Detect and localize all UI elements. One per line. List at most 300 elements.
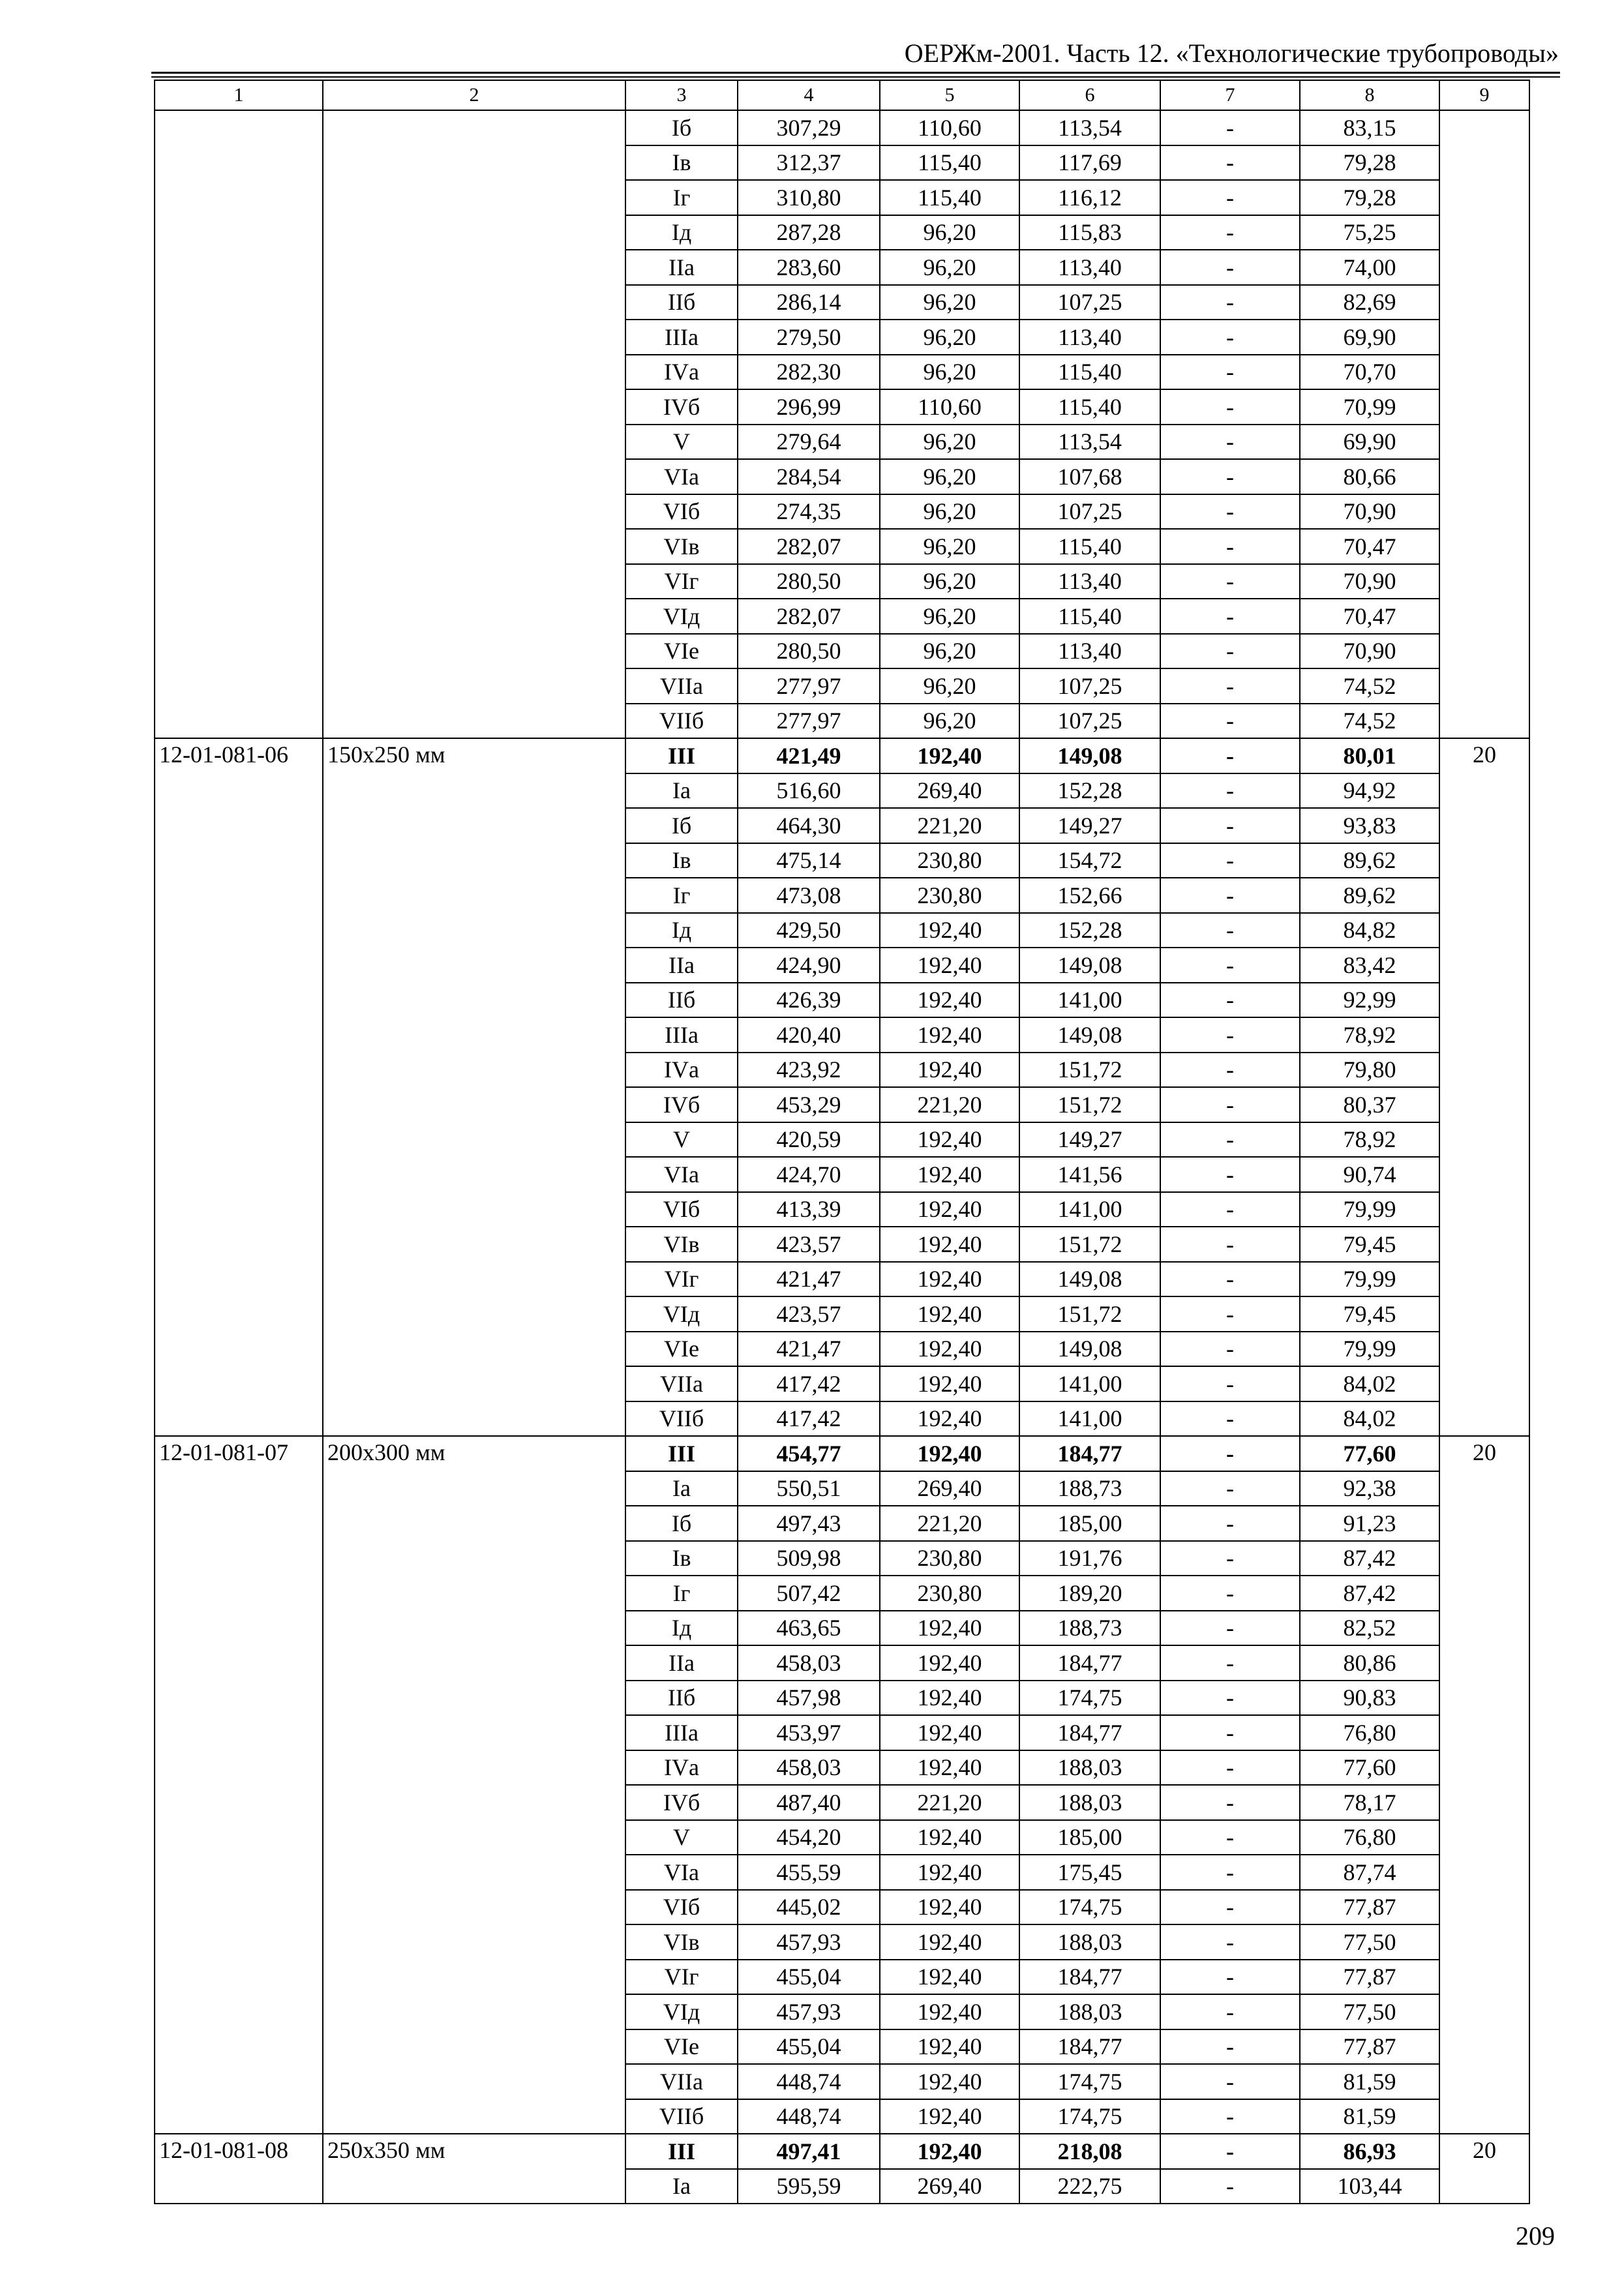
- materials-cell: 79,99: [1300, 1262, 1439, 1297]
- driver-wages-cell: -: [1160, 2099, 1300, 2134]
- wages-cell: 230,80: [880, 878, 1019, 913]
- driver-wages-cell: -: [1160, 1296, 1300, 1332]
- materials-cell: 79,45: [1300, 1227, 1439, 1262]
- total-cost-cell: 280,50: [738, 564, 880, 599]
- materials-cell: 78,17: [1300, 1785, 1439, 1820]
- wages-cell: 192,40: [880, 1401, 1019, 1437]
- driver-wages-cell: -: [1160, 843, 1300, 878]
- materials-cell: 103,44: [1300, 2169, 1439, 2204]
- header-rule: [151, 72, 1560, 74]
- materials-cell: 84,82: [1300, 913, 1439, 948]
- wages-cell: 110,60: [880, 389, 1019, 425]
- materials-cell: 90,74: [1300, 1157, 1439, 1192]
- regime-cell: IIIа: [625, 1715, 738, 1750]
- materials-cell: 87,42: [1300, 1576, 1439, 1611]
- machines-cell: 107,25: [1019, 668, 1160, 704]
- total-cost-cell: 286,14: [738, 285, 880, 320]
- item-code: 12-01-081-08: [155, 2134, 323, 2204]
- materials-cell: 79,99: [1300, 1192, 1439, 1227]
- driver-wages-cell: -: [1160, 634, 1300, 669]
- driver-wages-cell: -: [1160, 1053, 1300, 1088]
- driver-wages-cell: -: [1160, 773, 1300, 809]
- total-cost-cell: 421,47: [738, 1262, 880, 1297]
- wages-cell: 192,40: [880, 2099, 1019, 2134]
- regime-cell: Iб: [625, 110, 738, 145]
- total-cost-cell: 507,42: [738, 1576, 880, 1611]
- wages-cell: 192,40: [880, 1053, 1019, 1088]
- total-cost-cell: 448,74: [738, 2099, 880, 2134]
- regime-cell: IIIа: [625, 1017, 738, 1053]
- total-cost-cell: 424,90: [738, 948, 880, 983]
- driver-wages-cell: -: [1160, 1157, 1300, 1192]
- total-cost-cell: 453,97: [738, 1715, 880, 1750]
- column-number: 9: [1439, 80, 1529, 110]
- materials-cell: 79,99: [1300, 1332, 1439, 1367]
- driver-wages-cell: -: [1160, 564, 1300, 599]
- driver-wages-cell: -: [1160, 1611, 1300, 1646]
- machines-cell: 113,40: [1019, 634, 1160, 669]
- driver-wages-cell: -: [1160, 459, 1300, 494]
- total-cost-cell: 473,08: [738, 878, 880, 913]
- machines-cell: 152,28: [1019, 913, 1160, 948]
- wages-cell: 96,20: [880, 494, 1019, 530]
- materials-cell: 84,02: [1300, 1401, 1439, 1437]
- wages-cell: 269,40: [880, 1471, 1019, 1506]
- total-cost-cell: 453,29: [738, 1087, 880, 1122]
- regime-cell: V: [625, 1820, 738, 1855]
- wages-cell: 96,20: [880, 668, 1019, 704]
- materials-cell: 77,60: [1300, 1750, 1439, 1786]
- driver-wages-cell: -: [1160, 494, 1300, 530]
- machines-cell: 141,56: [1019, 1157, 1160, 1192]
- total-cost-cell: 429,50: [738, 913, 880, 948]
- total-cost-cell: 426,39: [738, 983, 880, 1018]
- materials-cell: 84,02: [1300, 1366, 1439, 1401]
- machines-cell: 174,75: [1019, 2099, 1160, 2134]
- wages-cell: 192,40: [880, 1366, 1019, 1401]
- regime-cell: IVа: [625, 1053, 738, 1088]
- wages-cell: 192,40: [880, 913, 1019, 948]
- machines-cell: 151,72: [1019, 1296, 1160, 1332]
- regime-cell: VIе: [625, 2029, 738, 2065]
- regime-cell: VIа: [625, 459, 738, 494]
- regime-cell: VIIб: [625, 2099, 738, 2134]
- materials-cell: 79,45: [1300, 1296, 1439, 1332]
- materials-cell: 74,52: [1300, 668, 1439, 704]
- machines-cell: 107,25: [1019, 704, 1160, 739]
- regime-cell: VIа: [625, 1855, 738, 1890]
- wages-cell: 192,40: [880, 1157, 1019, 1192]
- column-number: 3: [625, 80, 738, 110]
- machines-cell: 152,66: [1019, 878, 1160, 913]
- regime-cell: IIа: [625, 948, 738, 983]
- driver-wages-cell: -: [1160, 1192, 1300, 1227]
- regime-cell: Iг: [625, 180, 738, 215]
- machines-cell: 115,40: [1019, 529, 1160, 564]
- driver-wages-cell: -: [1160, 668, 1300, 704]
- materials-cell: 89,62: [1300, 878, 1439, 913]
- regime-cell: IIа: [625, 250, 738, 285]
- wages-cell: 96,20: [880, 634, 1019, 669]
- machines-cell: 141,00: [1019, 1366, 1160, 1401]
- machines-cell: 107,25: [1019, 285, 1160, 320]
- total-cost-cell: 424,70: [738, 1157, 880, 1192]
- wages-cell: 192,40: [880, 1436, 1019, 1471]
- wages-cell: 192,40: [880, 1017, 1019, 1053]
- wages-cell: 115,40: [880, 180, 1019, 215]
- total-cost-cell: 445,02: [738, 1890, 880, 1925]
- driver-wages-cell: -: [1160, 1227, 1300, 1262]
- machines-cell: 188,03: [1019, 1924, 1160, 1960]
- wages-cell: 192,40: [880, 1227, 1019, 1262]
- total-cost-cell: 423,92: [738, 1053, 880, 1088]
- materials-cell: 70,90: [1300, 494, 1439, 530]
- page-number: 209: [1516, 2221, 1555, 2251]
- regime-cell: VIIа: [625, 668, 738, 704]
- item-name: 150x250 мм: [323, 738, 625, 1436]
- materials-cell: 77,50: [1300, 1994, 1439, 2029]
- driver-wages-cell: -: [1160, 599, 1300, 634]
- materials-cell: 89,62: [1300, 843, 1439, 878]
- regime-cell: VIе: [625, 1332, 738, 1367]
- total-cost-cell: 455,04: [738, 1960, 880, 1995]
- machines-cell: 185,00: [1019, 1506, 1160, 1541]
- wages-cell: 192,40: [880, 1296, 1019, 1332]
- machines-cell: 184,77: [1019, 1436, 1160, 1471]
- driver-wages-cell: -: [1160, 1890, 1300, 1925]
- regime-cell: Iд: [625, 215, 738, 250]
- total-cost-cell: 420,59: [738, 1122, 880, 1158]
- machines-cell: 188,03: [1019, 1994, 1160, 2029]
- machines-cell: 149,08: [1019, 948, 1160, 983]
- driver-wages-cell: -: [1160, 1436, 1300, 1471]
- materials-cell: 70,47: [1300, 599, 1439, 634]
- total-cost-cell: 497,43: [738, 1506, 880, 1541]
- regime-cell: Iв: [625, 1541, 738, 1576]
- machines-cell: 115,40: [1019, 599, 1160, 634]
- regime-cell: Iг: [625, 878, 738, 913]
- materials-cell: 77,87: [1300, 1890, 1439, 1925]
- regime-cell: V: [625, 1122, 738, 1158]
- wages-cell: 110,60: [880, 110, 1019, 145]
- machines-cell: 184,77: [1019, 1960, 1160, 1995]
- column-number: 8: [1300, 80, 1439, 110]
- driver-wages-cell: -: [1160, 180, 1300, 215]
- total-cost-cell: 282,07: [738, 599, 880, 634]
- wages-cell: 269,40: [880, 2169, 1019, 2204]
- regime-cell: IVб: [625, 1785, 738, 1820]
- materials-cell: 77,60: [1300, 1436, 1439, 1471]
- machines-cell: 141,00: [1019, 1401, 1160, 1437]
- regime-cell: VIв: [625, 1227, 738, 1262]
- driver-wages-cell: -: [1160, 1750, 1300, 1786]
- regime-cell: Iа: [625, 2169, 738, 2204]
- driver-wages-cell: -: [1160, 1855, 1300, 1890]
- total-cost-cell: 280,50: [738, 634, 880, 669]
- machines-cell: 185,00: [1019, 1820, 1160, 1855]
- regime-cell: VIг: [625, 564, 738, 599]
- wages-cell: 96,20: [880, 459, 1019, 494]
- driver-wages-cell: -: [1160, 878, 1300, 913]
- materials-cell: 81,59: [1300, 2064, 1439, 2099]
- machines-cell: 189,20: [1019, 1576, 1160, 1611]
- total-cost-cell: 455,04: [738, 2029, 880, 2065]
- regime-cell: VIIб: [625, 704, 738, 739]
- regime-cell: VIд: [625, 1296, 738, 1332]
- machines-cell: 115,40: [1019, 355, 1160, 390]
- item-code: 12-01-081-07: [155, 1436, 323, 2134]
- wages-cell: 230,80: [880, 843, 1019, 878]
- materials-cell: 82,52: [1300, 1611, 1439, 1646]
- materials-cell: 94,92: [1300, 773, 1439, 809]
- wages-cell: 192,40: [880, 2134, 1019, 2169]
- materials-cell: 92,99: [1300, 983, 1439, 1018]
- total-cost-cell: 282,30: [738, 355, 880, 390]
- total-cost-cell: 284,54: [738, 459, 880, 494]
- total-cost-cell: 516,60: [738, 773, 880, 809]
- machines-cell: 188,03: [1019, 1785, 1160, 1820]
- driver-wages-cell: -: [1160, 1576, 1300, 1611]
- total-cost-cell: 279,64: [738, 425, 880, 460]
- machines-cell: 218,08: [1019, 2134, 1160, 2169]
- materials-cell: 83,15: [1300, 110, 1439, 145]
- item-code: 12-01-081-06: [155, 738, 323, 1436]
- wages-cell: 96,20: [880, 285, 1019, 320]
- machines-cell: 184,77: [1019, 2029, 1160, 2065]
- wages-cell: 192,40: [880, 1611, 1019, 1646]
- driver-wages-cell: -: [1160, 948, 1300, 983]
- materials-cell: 93,83: [1300, 808, 1439, 843]
- total-cost-cell: 497,41: [738, 2134, 880, 2169]
- driver-wages-cell: -: [1160, 983, 1300, 1018]
- machines-cell: 174,75: [1019, 1890, 1160, 1925]
- materials-cell: 80,66: [1300, 459, 1439, 494]
- machines-cell: 107,68: [1019, 459, 1160, 494]
- machines-cell: 188,73: [1019, 1471, 1160, 1506]
- machines-cell: 188,03: [1019, 1750, 1160, 1786]
- machines-cell: 113,54: [1019, 425, 1160, 460]
- regime-cell: VIIа: [625, 1366, 738, 1401]
- regime-cell: VIв: [625, 1924, 738, 1960]
- total-cost-cell: 420,40: [738, 1017, 880, 1053]
- materials-cell: 92,38: [1300, 1471, 1439, 1506]
- regime-cell: VIб: [625, 494, 738, 530]
- price-table-body: [155, 80, 1529, 2204]
- machines-cell: 149,08: [1019, 1332, 1160, 1367]
- materials-cell: 77,87: [1300, 1960, 1439, 1995]
- driver-wages-cell: -: [1160, 1645, 1300, 1681]
- wages-cell: 230,80: [880, 1576, 1019, 1611]
- machines-cell: 175,45: [1019, 1855, 1160, 1890]
- total-cost-cell: 417,42: [738, 1366, 880, 1401]
- total-cost-cell: 421,47: [738, 1332, 880, 1367]
- wages-cell: 192,40: [880, 1924, 1019, 1960]
- regime-cell: Iб: [625, 1506, 738, 1541]
- regime-cell: IVб: [625, 1087, 738, 1122]
- item-header-row: [155, 2134, 1529, 2169]
- machines-cell: 149,08: [1019, 738, 1160, 773]
- wages-cell: 221,20: [880, 1087, 1019, 1122]
- wages-cell: 192,40: [880, 738, 1019, 773]
- driver-wages-cell: -: [1160, 1785, 1300, 1820]
- wages-cell: 192,40: [880, 948, 1019, 983]
- regime-cell: Iа: [625, 773, 738, 809]
- materials-cell: 80,37: [1300, 1087, 1439, 1122]
- materials-cell: 76,80: [1300, 1715, 1439, 1750]
- total-cost-cell: 421,49: [738, 738, 880, 773]
- regime-cell: IVб: [625, 389, 738, 425]
- unit-cell: 20: [1439, 738, 1529, 1436]
- total-cost-cell: 455,59: [738, 1855, 880, 1890]
- machines-cell: 113,40: [1019, 250, 1160, 285]
- materials-cell: 69,90: [1300, 320, 1439, 355]
- regime-cell: VIIа: [625, 2064, 738, 2099]
- total-cost-cell: 454,20: [738, 1820, 880, 1855]
- materials-cell: 82,69: [1300, 285, 1439, 320]
- materials-cell: 74,52: [1300, 704, 1439, 739]
- driver-wages-cell: -: [1160, 1960, 1300, 1995]
- regime-cell: VIб: [625, 1890, 738, 1925]
- wages-cell: 192,40: [880, 1192, 1019, 1227]
- total-cost-cell: 457,93: [738, 1994, 880, 2029]
- machines-cell: 113,40: [1019, 320, 1160, 355]
- total-cost-cell: 457,93: [738, 1924, 880, 1960]
- wages-cell: 192,40: [880, 2064, 1019, 2099]
- wages-cell: 96,20: [880, 215, 1019, 250]
- regime-cell: III: [625, 738, 738, 773]
- driver-wages-cell: -: [1160, 1401, 1300, 1437]
- wages-cell: 192,40: [880, 1332, 1019, 1367]
- wages-cell: 192,40: [880, 1820, 1019, 1855]
- column-number: 7: [1160, 80, 1300, 110]
- materials-cell: 87,42: [1300, 1541, 1439, 1576]
- wages-cell: 192,40: [880, 983, 1019, 1018]
- machines-cell: 113,40: [1019, 564, 1160, 599]
- wages-cell: 192,40: [880, 1262, 1019, 1297]
- driver-wages-cell: -: [1160, 2169, 1300, 2204]
- total-cost-cell: 279,50: [738, 320, 880, 355]
- driver-wages-cell: -: [1160, 145, 1300, 181]
- materials-cell: 70,90: [1300, 634, 1439, 669]
- total-cost-cell: 423,57: [738, 1296, 880, 1332]
- machines-cell: 117,69: [1019, 145, 1160, 181]
- item-header-row: [155, 1436, 1529, 1471]
- driver-wages-cell: -: [1160, 738, 1300, 773]
- machines-cell: 107,25: [1019, 494, 1160, 530]
- machines-cell: 149,27: [1019, 1122, 1160, 1158]
- materials-cell: 86,93: [1300, 2134, 1439, 2169]
- total-cost-cell: 413,39: [738, 1192, 880, 1227]
- header-rule-inner: [151, 76, 1560, 78]
- regime-cell: IIб: [625, 983, 738, 1018]
- materials-cell: 76,80: [1300, 1820, 1439, 1855]
- driver-wages-cell: -: [1160, 320, 1300, 355]
- wages-cell: 96,20: [880, 704, 1019, 739]
- driver-wages-cell: -: [1160, 2029, 1300, 2065]
- total-cost-cell: 454,77: [738, 1436, 880, 1471]
- total-cost-cell: 595,59: [738, 2169, 880, 2204]
- total-cost-cell: 458,03: [738, 1645, 880, 1681]
- total-cost-cell: 423,57: [738, 1227, 880, 1262]
- wages-cell: 221,20: [880, 1506, 1019, 1541]
- total-cost-cell: 487,40: [738, 1785, 880, 1820]
- driver-wages-cell: -: [1160, 355, 1300, 390]
- regime-cell: V: [625, 425, 738, 460]
- machines-cell: 191,76: [1019, 1541, 1160, 1576]
- regime-cell: Iд: [625, 1611, 738, 1646]
- regime-cell: VIд: [625, 1994, 738, 2029]
- driver-wages-cell: -: [1160, 1366, 1300, 1401]
- machines-cell: 222,75: [1019, 2169, 1160, 2204]
- unit-cell: 20: [1439, 1436, 1529, 2134]
- driver-wages-cell: -: [1160, 250, 1300, 285]
- materials-cell: 74,00: [1300, 250, 1439, 285]
- machines-cell: 151,72: [1019, 1087, 1160, 1122]
- regime-cell: Iб: [625, 808, 738, 843]
- total-cost-cell: 283,60: [738, 250, 880, 285]
- driver-wages-cell: -: [1160, 2134, 1300, 2169]
- column-number-row: [155, 80, 1529, 110]
- driver-wages-cell: -: [1160, 1332, 1300, 1367]
- total-cost-cell: 417,42: [738, 1401, 880, 1437]
- name-cell: [323, 110, 625, 738]
- wages-cell: 192,40: [880, 1681, 1019, 1716]
- materials-cell: 75,25: [1300, 215, 1439, 250]
- driver-wages-cell: -: [1160, 1471, 1300, 1506]
- materials-cell: 70,70: [1300, 355, 1439, 390]
- driver-wages-cell: -: [1160, 425, 1300, 460]
- driver-wages-cell: -: [1160, 1924, 1300, 1960]
- driver-wages-cell: -: [1160, 1087, 1300, 1122]
- machines-cell: 149,08: [1019, 1017, 1160, 1053]
- item-name: 250x350 мм: [323, 2134, 625, 2204]
- materials-cell: 81,59: [1300, 2099, 1439, 2134]
- wages-cell: 96,20: [880, 355, 1019, 390]
- regime-cell: III: [625, 1436, 738, 1471]
- machines-cell: 141,00: [1019, 983, 1160, 1018]
- regime-cell: IIIа: [625, 320, 738, 355]
- driver-wages-cell: -: [1160, 389, 1300, 425]
- regime-cell: VIг: [625, 1960, 738, 1995]
- materials-cell: 79,28: [1300, 145, 1439, 181]
- wages-cell: 192,40: [880, 1994, 1019, 2029]
- wages-cell: 96,20: [880, 425, 1019, 460]
- column-number: 2: [323, 80, 625, 110]
- wages-cell: 96,20: [880, 599, 1019, 634]
- wages-cell: 192,40: [880, 1645, 1019, 1681]
- total-cost-cell: 287,28: [738, 215, 880, 250]
- wages-cell: 192,40: [880, 1122, 1019, 1158]
- wages-cell: 96,20: [880, 320, 1019, 355]
- machines-cell: 174,75: [1019, 1681, 1160, 1716]
- unit-cell: 20: [1439, 2134, 1529, 2204]
- materials-cell: 70,90: [1300, 564, 1439, 599]
- total-cost-cell: 282,07: [738, 529, 880, 564]
- total-cost-cell: 277,97: [738, 704, 880, 739]
- machines-cell: 149,27: [1019, 808, 1160, 843]
- regime-cell: Iв: [625, 145, 738, 181]
- total-cost-cell: 509,98: [738, 1541, 880, 1576]
- materials-cell: 90,83: [1300, 1681, 1439, 1716]
- driver-wages-cell: -: [1160, 1122, 1300, 1158]
- materials-cell: 77,50: [1300, 1924, 1439, 1960]
- code-cell: [155, 110, 323, 738]
- machines-cell: 184,77: [1019, 1645, 1160, 1681]
- machines-cell: 115,83: [1019, 215, 1160, 250]
- driver-wages-cell: -: [1160, 529, 1300, 564]
- regime-cell: Iа: [625, 1471, 738, 1506]
- driver-wages-cell: -: [1160, 1681, 1300, 1716]
